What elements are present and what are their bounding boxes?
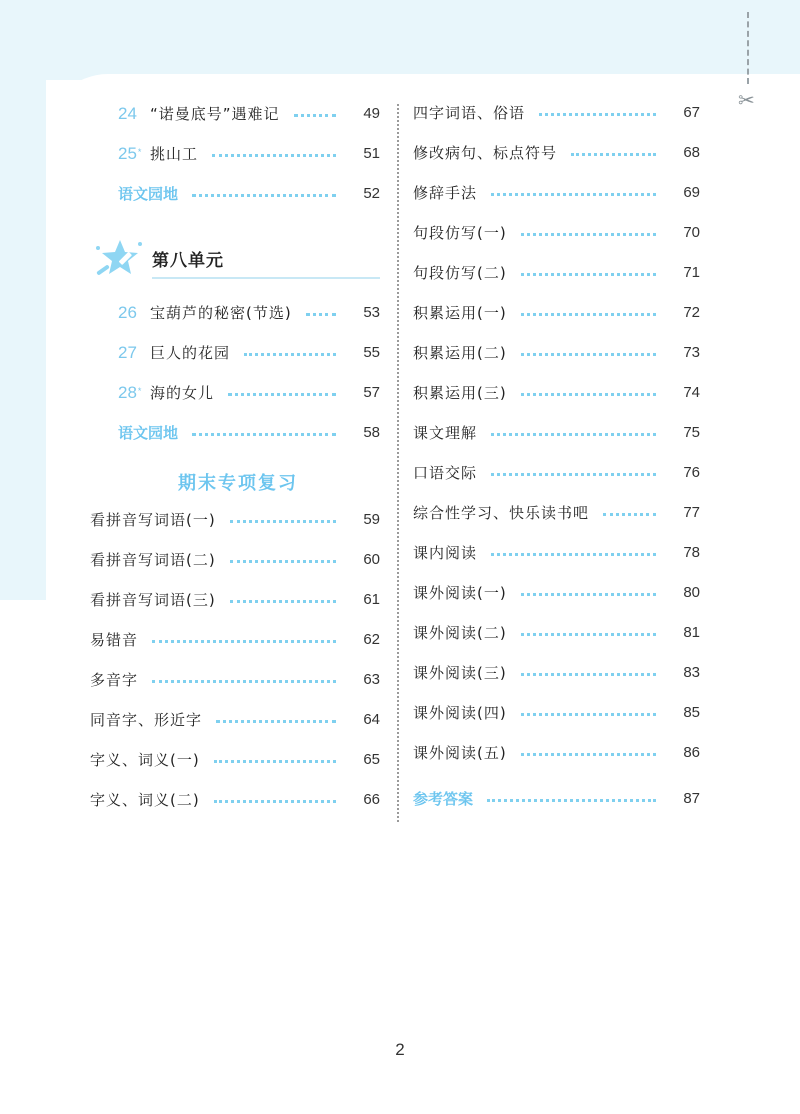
toc-entry[interactable] [413,582,700,604]
page-number: 86 [683,744,700,761]
entry-title: 易错音 [90,631,139,649]
toc-entry[interactable] [118,422,380,444]
toc-entry[interactable] [90,629,380,651]
page-number: 62 [363,631,380,648]
entry-title: 四字词语、俗语 [413,104,526,122]
entry-title: “诺曼底号”遇难记 [150,105,280,123]
toc-entry[interactable] [413,462,700,484]
page-number: 77 [683,504,700,521]
leader-dots [192,194,336,197]
toc-entry[interactable] [90,709,380,731]
page-number: 53 [363,304,380,321]
page-number: 64 [363,711,380,728]
toc-entry[interactable] [413,302,700,324]
entry-title: 语文园地 [118,424,179,442]
leader-dots [521,233,656,236]
toc-entry[interactable] [118,183,380,205]
page-number: 71 [683,264,700,281]
leader-dots [521,673,656,676]
leader-dots [521,633,656,636]
entry-title: 课外阅读(三) [413,664,507,682]
page-number: 78 [683,544,700,561]
leader-dots [539,113,656,116]
toc-entry[interactable] [413,142,700,164]
toc-entry[interactable] [413,422,700,444]
entry-title: 参考答案 [413,790,474,808]
leader-dots [603,513,656,516]
toc-entry[interactable] [90,549,380,571]
page-number: 69 [683,184,700,201]
entry-title: 课外阅读(二) [413,624,507,642]
unit-heading-block [90,236,380,282]
toc-entry[interactable] [413,262,700,284]
toc-entry[interactable] [90,749,380,771]
leader-dots [152,640,336,643]
page-number: 75 [683,424,700,441]
toc-entry[interactable] [413,102,700,124]
leader-dots [294,114,336,117]
toc-entry[interactable] [413,662,700,684]
page-number: 55 [363,344,380,361]
leader-dots [216,720,336,723]
entry-title: 综合性学习、快乐读书吧 [413,504,590,522]
page-number: 80 [683,584,700,601]
leader-dots [521,593,656,596]
toc-entry[interactable] [413,182,700,204]
leader-dots [521,713,656,716]
entry-title: 句段仿写(二) [413,264,507,282]
lesson-number: 25* [118,144,142,163]
page-number: 72 [683,304,700,321]
toc-entry[interactable] [118,342,380,364]
page-number: 52 [363,185,380,202]
leader-dots [491,433,656,436]
page-number: 68 [683,144,700,161]
entry-title: 宝葫芦的秘密(节选) [150,304,292,322]
lesson-number: 26 [118,303,137,322]
leader-dots [487,799,656,802]
toc-entry[interactable] [413,382,700,404]
entry-title: 修改病句、标点符号 [413,144,558,162]
page-number: 58 [363,424,380,441]
page-number: 76 [683,464,700,481]
footer-page-number: 2 [395,1040,405,1059]
entry-title: 看拼音写词语(三) [90,591,216,609]
entry-title: 字义、词义(一) [90,751,200,769]
entry-title: 巨人的花园 [150,344,231,362]
entry-title: 同音字、形近字 [90,711,203,729]
star-mark-icon: * [137,386,142,396]
toc-entry[interactable] [118,382,380,404]
entry-title: 课外阅读(一) [413,584,507,602]
entry-title: 课文理解 [413,424,478,442]
section-title: 期末专项复习 [178,473,298,494]
leader-dots [214,760,336,763]
toc-entry[interactable] [413,342,700,364]
toc-entry[interactable] [413,222,700,244]
lesson-number: 28* [118,383,142,402]
toc-entry[interactable] [413,542,700,564]
star-mark-icon: * [137,147,142,157]
page-number: 66 [363,791,380,808]
column-divider [397,104,399,822]
page-number: 65 [363,751,380,768]
page-number: 59 [363,511,380,528]
entry-title: 课外阅读(五) [413,744,507,762]
entry-title: 修辞手法 [413,184,478,202]
star-pencil-icon [90,236,148,282]
toc-entry[interactable] [413,788,700,810]
page-number: 63 [363,671,380,688]
leader-dots [230,600,336,603]
leader-dots [521,313,656,316]
leader-dots [244,353,336,356]
entry-title: 口语交际 [413,464,478,482]
leader-dots [214,800,336,803]
page-number: 87 [683,790,700,807]
entry-title: 句段仿写(一) [413,224,507,242]
top-background-band [0,0,800,80]
page-number: 60 [363,551,380,568]
leader-dots [521,273,656,276]
page-number: 67 [683,104,700,121]
entry-title: 课内阅读 [413,544,478,562]
page-number: 73 [683,344,700,361]
toc-entry[interactable] [90,509,380,531]
toc-entry[interactable] [413,502,700,524]
toc-entry[interactable] [90,789,380,811]
entry-title: 挑山工 [150,145,199,163]
entry-title: 多音字 [90,671,139,689]
scissors-icon: ✂ [738,88,755,112]
leader-dots [192,433,336,436]
page-number: 83 [683,664,700,681]
entry-title: 积累运用(三) [413,384,507,402]
leader-dots [491,473,656,476]
unit-title: 第八单元 [152,251,224,271]
entry-title: 看拼音写词语(二) [90,551,216,569]
unit-underline [152,277,380,279]
toc-entry[interactable] [413,702,700,724]
toc-entry[interactable] [90,589,380,611]
page-number: 49 [363,105,380,122]
leader-dots [571,153,656,156]
leader-dots [521,753,656,756]
lesson-number: 24 [118,104,137,123]
leader-dots [228,393,336,396]
page-number: 57 [363,384,380,401]
leader-dots [306,313,336,316]
leader-dots [521,353,656,356]
page-number: 70 [683,224,700,241]
toc-entry[interactable] [413,622,700,644]
page-number: 51 [363,145,380,162]
leader-dots [212,154,336,157]
leader-dots [152,680,336,683]
cut-line [747,12,749,84]
page-number: 85 [683,704,700,721]
toc-entry[interactable] [90,669,380,691]
page-number: 74 [683,384,700,401]
page-number: 81 [683,624,700,641]
entry-title: 积累运用(二) [413,344,507,362]
page-number: 61 [363,591,380,608]
entry-title: 语文园地 [118,185,179,203]
entry-title: 海的女儿 [150,384,215,402]
leader-dots [491,553,656,556]
toc-entry[interactable] [413,742,700,764]
leader-dots [230,520,336,523]
entry-title: 课外阅读(四) [413,704,507,722]
leader-dots [491,193,656,196]
entry-title: 看拼音写词语(一) [90,511,216,529]
entry-title: 积累运用(一) [413,304,507,322]
toc-entry[interactable] [118,302,380,324]
leader-dots [230,560,336,563]
toc-entry[interactable] [118,103,380,125]
lesson-number: 27 [118,343,137,362]
left-background-band [0,0,46,600]
toc-entry[interactable] [118,143,380,165]
entry-title: 字义、词义(二) [90,791,200,809]
leader-dots [521,393,656,396]
